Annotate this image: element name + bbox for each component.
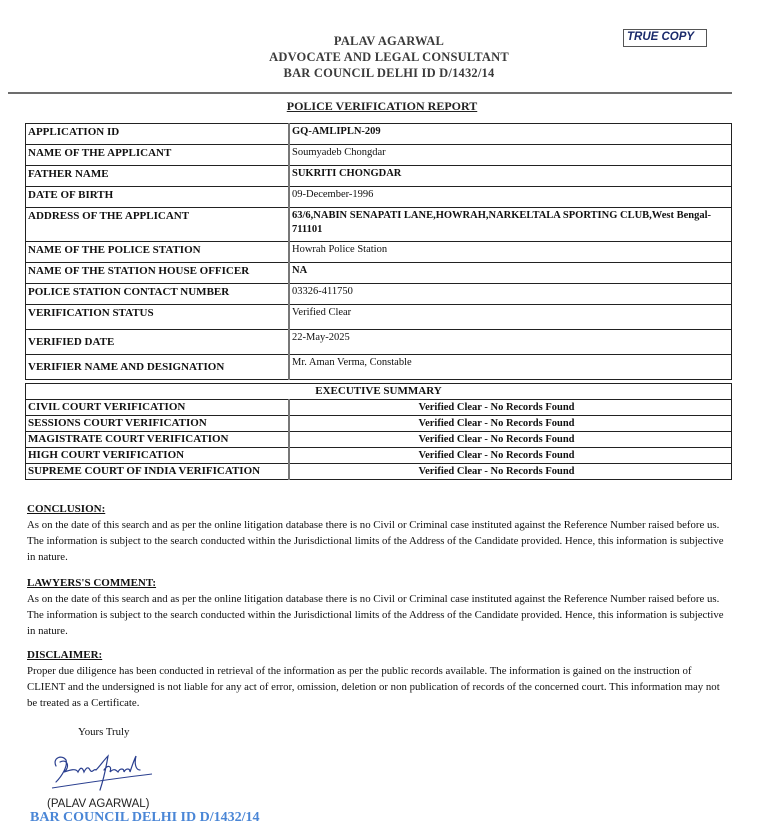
row-label: NAME OF THE POLICE STATION — [26, 242, 290, 263]
header-divider — [8, 92, 732, 94]
disclaimer-section — [27, 647, 727, 711]
table-header-row — [26, 384, 732, 400]
lawyers-comment-section — [27, 575, 727, 639]
row-label: APPLICATION ID — [26, 124, 290, 145]
advocate-title: ADVOCATE AND LEGAL CONSULTANT — [269, 50, 509, 64]
lawyers-comment-text: As on the date of this search and as per the online litigation database there is no Civil or Criminal case instituted against the Reference Number raised before us. The information is subject to the search conducted within the Jurisdictional limits of the Address of the Candidate provided. Hence, this information is subjective in nature. — [27, 593, 724, 637]
row-value: SUKRITI CHONGDAR — [289, 166, 732, 187]
table-row — [26, 124, 732, 145]
signature-icon — [48, 748, 158, 801]
advocate-name: PALAV AGARWAL — [333, 34, 445, 48]
row-value: Howrah Police Station — [289, 242, 732, 263]
table-row — [26, 400, 732, 416]
row-label: VERIFICATION STATUS — [26, 305, 290, 330]
row-label: FATHER NAME — [26, 166, 290, 187]
court-status: Verified Clear - No Records Found — [289, 400, 732, 416]
row-label: DATE OF BIRTH — [26, 187, 290, 208]
table-row — [26, 416, 732, 432]
disclaimer-heading: DISCLAIMER: — [27, 649, 103, 661]
row-label: NAME OF THE APPLICANT — [26, 145, 290, 166]
court-label: SUPREME COURT OF INDIA VERIFICATION — [26, 464, 290, 480]
row-value: 22-May-2025 — [289, 330, 732, 355]
table-row — [26, 208, 732, 242]
row-value: GQ-AMLIPLN-209 — [289, 124, 732, 145]
table-row — [26, 432, 732, 448]
court-status: Verified Clear - No Records Found — [289, 432, 732, 448]
table-row — [26, 284, 732, 305]
conclusion-text: As on the date of this search and as per the online litigation database there is no Civil or Criminal case instituted against the Reference Number raised before us. The information is subject to the search conducted within the Jurisdictional limits of the Address of the Candidate provided. Hence, this information is subjective in nature. — [27, 519, 724, 563]
disclaimer-text: Proper due diligence has been conducted in retrieval of the information as per the public records available. The information is gained on the instruction of CLIENT and the undersigned is not liable for any act of error, omission, deletion or non publication of records of the concerned court. This information may not be treated as a Certificate. — [27, 665, 720, 709]
row-value: 09-December-1996 — [289, 187, 732, 208]
table-row — [26, 187, 732, 208]
lawyers-comment-heading: LAWYERS'S COMMENT: — [27, 577, 157, 589]
executive-summary-table — [25, 383, 732, 480]
applicant-info-table — [25, 123, 732, 380]
row-value: 03326-411750 — [289, 284, 732, 305]
executive-summary-heading: EXECUTIVE SUMMARY — [26, 384, 732, 400]
table-row — [26, 330, 732, 355]
row-value: NA — [289, 263, 732, 284]
table-row — [26, 166, 732, 187]
row-label: ADDRESS OF THE APPLICANT — [26, 208, 290, 242]
table-row — [26, 355, 732, 380]
court-label: CIVIL COURT VERIFICATION — [26, 400, 290, 416]
table-row — [26, 263, 732, 284]
table-row — [26, 464, 732, 480]
court-status: Verified Clear - No Records Found — [289, 448, 732, 464]
table-row — [26, 242, 732, 263]
signatory-name: (PALAV AGARWAL) — [47, 798, 150, 810]
conclusion-section — [27, 501, 727, 565]
court-label: MAGISTRATE COURT VERIFICATION — [26, 432, 290, 448]
conclusion-heading: CONCLUSION: — [27, 503, 106, 515]
row-value: Verified Clear — [289, 305, 732, 330]
court-label: HIGH COURT VERIFICATION — [26, 448, 290, 464]
row-label: NAME OF THE STATION HOUSE OFFICER — [26, 263, 290, 284]
row-label: VERIFIER NAME AND DESIGNATION — [26, 355, 290, 380]
row-value: 63/6,NABIN SENAPATI LANE,HOWRAH,NARKELTALA SPORTING CLUB,West Bengal-711101 — [289, 208, 732, 242]
report-title: POLICE VERIFICATION REPORT — [286, 99, 478, 113]
row-value: Mr. Aman Verma, Constable — [289, 355, 732, 380]
court-status: Verified Clear - No Records Found — [289, 464, 732, 480]
table-row — [26, 448, 732, 464]
true-copy-stamp: TRUE COPY — [623, 29, 707, 47]
bar-council-id: BAR COUNCIL DELHI ID D/1432/14 — [283, 66, 495, 80]
table-row — [26, 305, 732, 330]
table-row — [26, 145, 732, 166]
court-label: SESSIONS COURT VERIFICATION — [26, 416, 290, 432]
row-label: POLICE STATION CONTACT NUMBER — [26, 284, 290, 305]
signatory-bar-id: BAR COUNCIL DELHI ID D/1432/14 — [30, 810, 260, 825]
court-status: Verified Clear - No Records Found — [289, 416, 732, 432]
row-label: VERIFIED DATE — [26, 330, 290, 355]
closing-text: Yours Truly — [78, 726, 130, 738]
row-value: Soumyadeb Chongdar — [289, 145, 732, 166]
